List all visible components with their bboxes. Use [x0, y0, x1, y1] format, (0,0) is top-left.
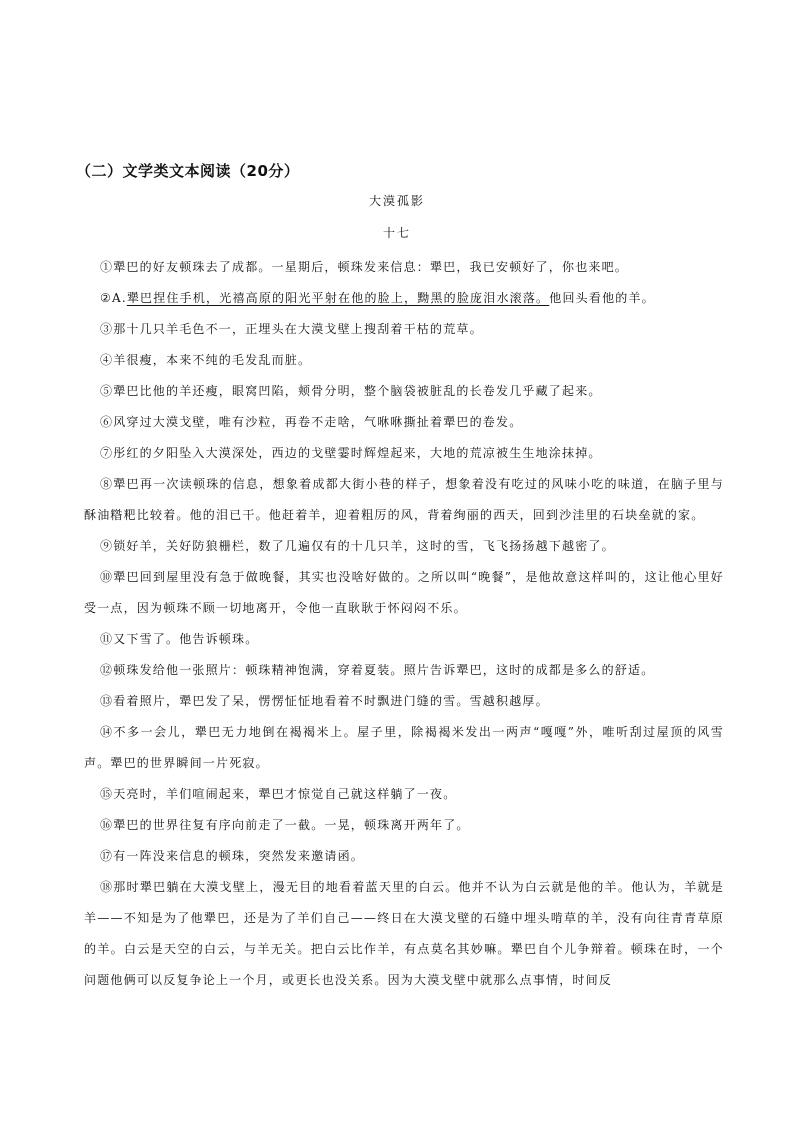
paragraph-number: ⑩	[100, 570, 114, 584]
paragraph-text: 犟巴比他的羊还瘦，眼窝凹陷，颊骨分明，整个脑袋被脏乱的长卷发几乎藏了起来。	[113, 384, 602, 398]
paragraph-16	[84, 810, 724, 841]
paragraph-17	[84, 841, 724, 872]
paragraph-text: 那十几只羊毛色不一，正埋头在大漠戈壁上搜刮着干枯的荒草。	[113, 322, 483, 336]
paragraph-13	[84, 686, 724, 717]
paragraph-text: 犟巴回到屋里没有急于做晚餐，其实也没啥好做的。之所以叫“晚餐”，是他故意这样叫的，这让他心里好受一点，因为顿珠不顾一切地离开，令他一直耿耿于怀闷闷不乐。	[84, 570, 724, 615]
paragraph-number: ⑰	[100, 849, 114, 863]
paragraph-number: ⑮	[100, 787, 114, 801]
paragraph-text: 又下雪了。他告诉顿珠。	[113, 632, 259, 646]
paragraph-text: 彤红的夕阳坠入大漠深处，西边的戈壁霎时辉煌起来，大地的荒凉被生生地涂抹掉。	[113, 446, 602, 460]
paragraph-text: 不多一会儿，犟巴无力地倒在褐褐米上。屋子里，除褐褐米发出一两声“嘎嘎”外，唯听刮过屋顶的风雪声。犟巴的世界瞬间一片死寂。	[84, 725, 724, 770]
paragraph-number: ⑤	[100, 384, 114, 398]
paragraph-number: ⑥	[100, 415, 114, 429]
question-marker: A.	[111, 291, 127, 305]
paragraph-number: ⑯	[100, 818, 114, 832]
underlined-sentence: 犟巴捏住手机，光禧高原的阳光平射在他的脸上，黝黑的脸庞泪水滚落。	[126, 291, 550, 305]
paragraph-4	[84, 345, 724, 376]
paragraph-text: 天亮时，羊们喧闹起来，犟巴才惊觉自己就这样躺了一夜。	[113, 787, 457, 801]
paragraph-1	[84, 252, 724, 283]
paragraph-number: ⑬	[100, 694, 114, 708]
section-title: （二）文学类文本阅读（20分）	[76, 162, 300, 180]
paragraph-14	[84, 717, 724, 779]
paragraph-number: ③	[100, 322, 114, 336]
paragraph-text: 有一阵没来信息的顿珠，突然发来邀请函。	[113, 849, 365, 863]
paragraph-text: 风穿过大漠戈壁，唯有沙粒，再卷不走啥，气咻咻撕扯着犟巴的卷发。	[113, 415, 523, 429]
paragraph-number: ②	[100, 291, 112, 305]
story-body	[84, 252, 724, 996]
paragraph-number: ④	[100, 353, 114, 367]
paragraph-number: ⑱	[100, 880, 114, 894]
chapter-heading: 十七	[382, 226, 411, 240]
paragraph-text: 犟巴再一次读顿珠的信息，想象着成都大街小巷的样子，想象着没有吃过的风味小吃的味道，在脑子里与酥油糌粑比较着。他的泪已干。他赶着羊，迎着粗厉的风，背着绚丽的西天，回到沙洼里的石块垒就的家。	[84, 477, 724, 522]
paragraph-text: 锁好羊，关好防狼栅栏，数了几遍仅有的十几只羊，这时的雪，飞飞扬扬越下越密了。	[113, 539, 615, 553]
paragraph-text: 犟巴的世界往复有序向前走了一截。一晃，顿珠离开两年了。	[113, 818, 470, 832]
paragraph-number: ⑭	[100, 725, 114, 739]
paragraph-text: 犟巴的好友顿珠去了成都。一星期后，顿珠发来信息：犟巴，我已安顿好了，你也来吧。	[113, 260, 629, 274]
paragraph-text: 顿珠发给他一张照片：顿珠精神饱满，穿着夏装。照片告诉犟巴，这时的成都是多么的舒适。	[113, 663, 655, 677]
paragraph-3	[84, 314, 724, 345]
paragraph-5	[84, 376, 724, 407]
paragraph-number: ⑧	[100, 477, 114, 491]
paragraph-2	[84, 283, 724, 314]
paragraph-6	[84, 407, 724, 438]
paragraph-number: ⑫	[100, 663, 114, 677]
paragraph-number: ⑨	[100, 539, 114, 553]
paragraph-10	[84, 562, 724, 624]
paragraph-12	[84, 655, 724, 686]
paragraph-7	[84, 438, 724, 469]
story-title: 大漠孤影	[368, 194, 425, 208]
paragraph-11	[84, 624, 724, 655]
paragraph-15	[84, 779, 724, 810]
paragraph-text: 那时犟巴躺在大漠戈壁上，漫无目的地看着蓝天里的白云。他并不认为白云就是他的羊。他认为，羊就是羊——不知是为了他犟巴，还是为了羊们自己——终日在大漠戈壁的石缝中埋头啃草的羊，没有向往青青草原的羊。白云是天空的白云，与羊无关。把白云比作羊，有点莫名其妙嘛。犟巴自个儿争辩着。顿珠在时，一个问题他俩可以反复争论上一个月，或更长也没关系。因为大漠戈壁中就那么点事情，时间反	[84, 880, 724, 987]
paragraph-number: ⑦	[100, 446, 114, 460]
paragraph-9	[84, 531, 724, 562]
paragraph-8	[84, 469, 724, 531]
paragraph-number: ⑪	[100, 632, 114, 646]
paragraph-text: 他回头看他的羊。	[549, 291, 655, 305]
paragraph-number: ①	[100, 260, 114, 274]
paragraph-18	[84, 872, 724, 996]
paragraph-text: 看着照片，犟巴发了呆，愣愣怔怔地看着不时飘进门缝的雪。雪越积越厚。	[113, 694, 549, 708]
paragraph-text: 羊很瘦，本来不纯的毛发乱而脏。	[113, 353, 312, 367]
